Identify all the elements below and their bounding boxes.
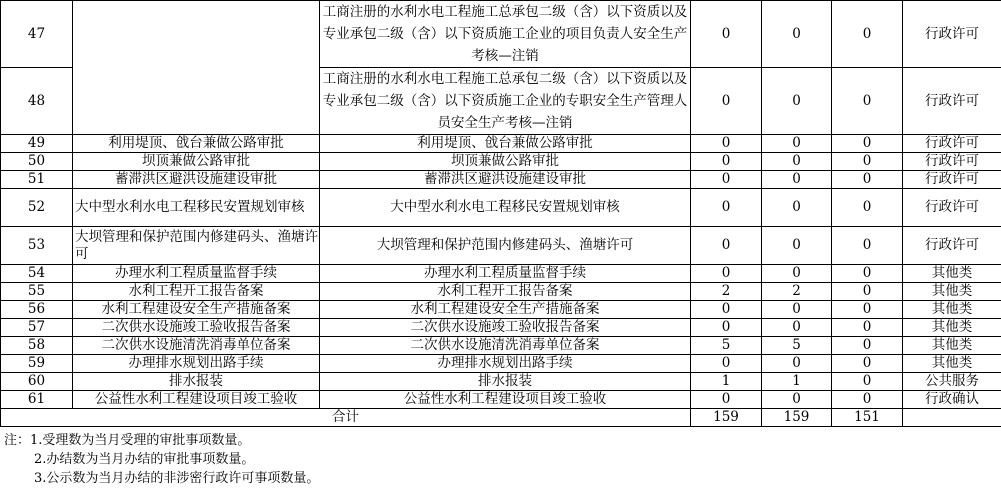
department-item-name: 坝顶兼做公路审批 (73, 153, 320, 171)
accepted-count: 2 (691, 283, 762, 301)
completed-count: 0 (762, 171, 832, 189)
table-row (1, 337, 1001, 355)
accepted-count: 0 (691, 265, 762, 283)
department-item-name: 排水报装 (73, 373, 320, 391)
published-count: 0 (832, 373, 903, 391)
published-count: 0 (832, 153, 903, 171)
item-type: 行政许可 (903, 189, 1001, 227)
item-type: 公共服务 (903, 373, 1001, 391)
table-row (1, 301, 1001, 319)
approval-item-name: 工商注册的水利水电工程施工总承包二级（含）以下资质以及专业承包二级（含）以下资质施工企业的专职安全生产管理人员安全生产考核—注销 (320, 68, 691, 135)
row-number: 58 (1, 337, 73, 355)
approval-item-name: 大坝管理和保护范围内修建码头、渔塘许可 (320, 227, 691, 265)
total-accepted: 159 (691, 409, 762, 427)
published-count: 0 (832, 337, 903, 355)
approval-item-name: 大中型水利水电工程移民安置规划审核 (320, 189, 691, 227)
department-item-name: 办理水利工程质量监督手续 (73, 265, 320, 283)
department-item-name: 二次供水设施清洗消毒单位备案 (73, 337, 320, 355)
total-label: 合计 (1, 409, 691, 427)
item-type: 行政许可 (903, 1, 1001, 68)
footnotes (4, 431, 319, 488)
table-row (1, 171, 1001, 189)
item-type: 行政许可 (903, 227, 1001, 265)
accepted-count: 0 (691, 171, 762, 189)
row-number: 47 (1, 1, 73, 68)
row-number: 61 (1, 391, 73, 409)
accepted-count: 0 (691, 135, 762, 153)
row-number: 60 (1, 373, 73, 391)
row-number: 52 (1, 189, 73, 227)
total-row (1, 409, 1001, 427)
table-row (1, 373, 1001, 391)
completed-count: 0 (762, 135, 832, 153)
department-item-name: 公益性水利工程建设项目竣工验收 (73, 391, 320, 409)
row-number: 56 (1, 301, 73, 319)
department-item-name (73, 1, 320, 135)
item-type: 行政许可 (903, 68, 1001, 135)
accepted-count: 0 (691, 68, 762, 135)
total-type-empty (903, 409, 1001, 427)
row-number: 57 (1, 319, 73, 337)
total-published: 151 (832, 409, 903, 427)
department-item-name: 蓄滞洪区避洪设施建设审批 (73, 171, 320, 189)
approval-item-name: 坝顶兼做公路审批 (320, 153, 691, 171)
table-row (1, 189, 1001, 227)
approval-item-name: 二次供水设施清洗消毒单位备案 (320, 337, 691, 355)
accepted-count: 0 (691, 319, 762, 337)
department-item-name: 大中型水利水电工程移民安置规划审核 (73, 189, 320, 227)
published-count: 0 (832, 171, 903, 189)
approval-item-name: 办理排水规划出路手续 (320, 355, 691, 373)
row-number: 55 (1, 283, 73, 301)
total-completed: 159 (762, 409, 832, 427)
department-item-name: 办理排水规划出路手续 (73, 355, 320, 373)
row-number: 54 (1, 265, 73, 283)
approval-item-name: 排水报装 (320, 373, 691, 391)
row-number: 59 (1, 355, 73, 373)
table-row (1, 227, 1001, 265)
accepted-count: 0 (691, 391, 762, 409)
published-count: 0 (832, 301, 903, 319)
published-count: 0 (832, 189, 903, 227)
completed-count: 0 (762, 68, 832, 135)
completed-count: 0 (762, 265, 832, 283)
published-count: 0 (832, 68, 903, 135)
published-count: 0 (832, 227, 903, 265)
published-count: 0 (832, 135, 903, 153)
accepted-count: 1 (691, 373, 762, 391)
accepted-count: 0 (691, 189, 762, 227)
approval-item-name: 公益性水利工程建设项目竣工验收 (320, 391, 691, 409)
row-number: 53 (1, 227, 73, 265)
row-number: 48 (1, 68, 73, 135)
accepted-count: 0 (691, 153, 762, 171)
completed-count: 1 (762, 373, 832, 391)
completed-count: 2 (762, 283, 832, 301)
row-number: 51 (1, 171, 73, 189)
table-row (1, 283, 1001, 301)
item-type: 其他类 (903, 301, 1001, 319)
row-number: 50 (1, 153, 73, 171)
approval-item-name: 水利工程开工报告备案 (320, 283, 691, 301)
table-row (1, 135, 1001, 153)
department-item-name: 水利工程建设安全生产措施备案 (73, 301, 320, 319)
department-item-name: 大坝管理和保护范围内修建码头、渔塘许可 (73, 227, 320, 265)
item-type: 其他类 (903, 319, 1001, 337)
item-type: 行政许可 (903, 135, 1001, 153)
completed-count: 0 (762, 391, 832, 409)
approval-item-name: 二次供水设施竣工验收报告备案 (320, 319, 691, 337)
item-type: 行政许可 (903, 153, 1001, 171)
note-line-2: 2.办结数为当月办结的审批事项数量。 (34, 452, 255, 467)
completed-count: 0 (762, 319, 832, 337)
item-type: 其他类 (903, 337, 1001, 355)
note-line-1: 注：1.受理数为当月受理的审批事项数量。 (4, 433, 251, 448)
item-type: 其他类 (903, 355, 1001, 373)
accepted-count: 0 (691, 301, 762, 319)
accepted-count: 0 (691, 227, 762, 265)
published-count: 0 (832, 391, 903, 409)
approval-item-name: 蓄滞洪区避洪设施建设审批 (320, 171, 691, 189)
completed-count: 0 (762, 227, 832, 265)
approval-item-name: 办理水利工程质量监督手续 (320, 265, 691, 283)
row-number: 49 (1, 135, 73, 153)
table-row (1, 265, 1001, 283)
table-row (1, 1, 1001, 68)
completed-count: 0 (762, 189, 832, 227)
accepted-count: 0 (691, 1, 762, 68)
approval-item-name: 水利工程建设安全生产措施备案 (320, 301, 691, 319)
item-type: 行政确认 (903, 391, 1001, 409)
item-type: 行政许可 (903, 171, 1001, 189)
department-item-name: 利用堤顶、戗台兼做公路审批 (73, 135, 320, 153)
published-count: 0 (832, 1, 903, 68)
completed-count: 5 (762, 337, 832, 355)
department-item-name: 二次供水设施竣工验收报告备案 (73, 319, 320, 337)
item-type: 其他类 (903, 283, 1001, 301)
published-count: 0 (832, 265, 903, 283)
completed-count: 0 (762, 153, 832, 171)
published-count: 0 (832, 355, 903, 373)
table-row (1, 319, 1001, 337)
item-type: 其他类 (903, 265, 1001, 283)
note-line-3: 3.公示数为当月办结的非涉密行政许可事项数量。 (34, 471, 320, 486)
department-item-name: 水利工程开工报告备案 (73, 283, 320, 301)
table-row (1, 355, 1001, 373)
accepted-count: 5 (691, 337, 762, 355)
approval-item-name: 工商注册的水利水电工程施工总承包二级（含）以下资质以及专业承包二级（含）以下资质施工企业的项目负责人安全生产考核—注销 (320, 1, 691, 68)
accepted-count: 0 (691, 355, 762, 373)
table-row (1, 391, 1001, 409)
completed-count: 0 (762, 301, 832, 319)
completed-count: 0 (762, 355, 832, 373)
completed-count: 0 (762, 1, 832, 68)
table-row (1, 153, 1001, 171)
published-count: 0 (832, 283, 903, 301)
published-count: 0 (832, 319, 903, 337)
approval-item-name: 利用堤顶、戗台兼做公路审批 (320, 135, 691, 153)
